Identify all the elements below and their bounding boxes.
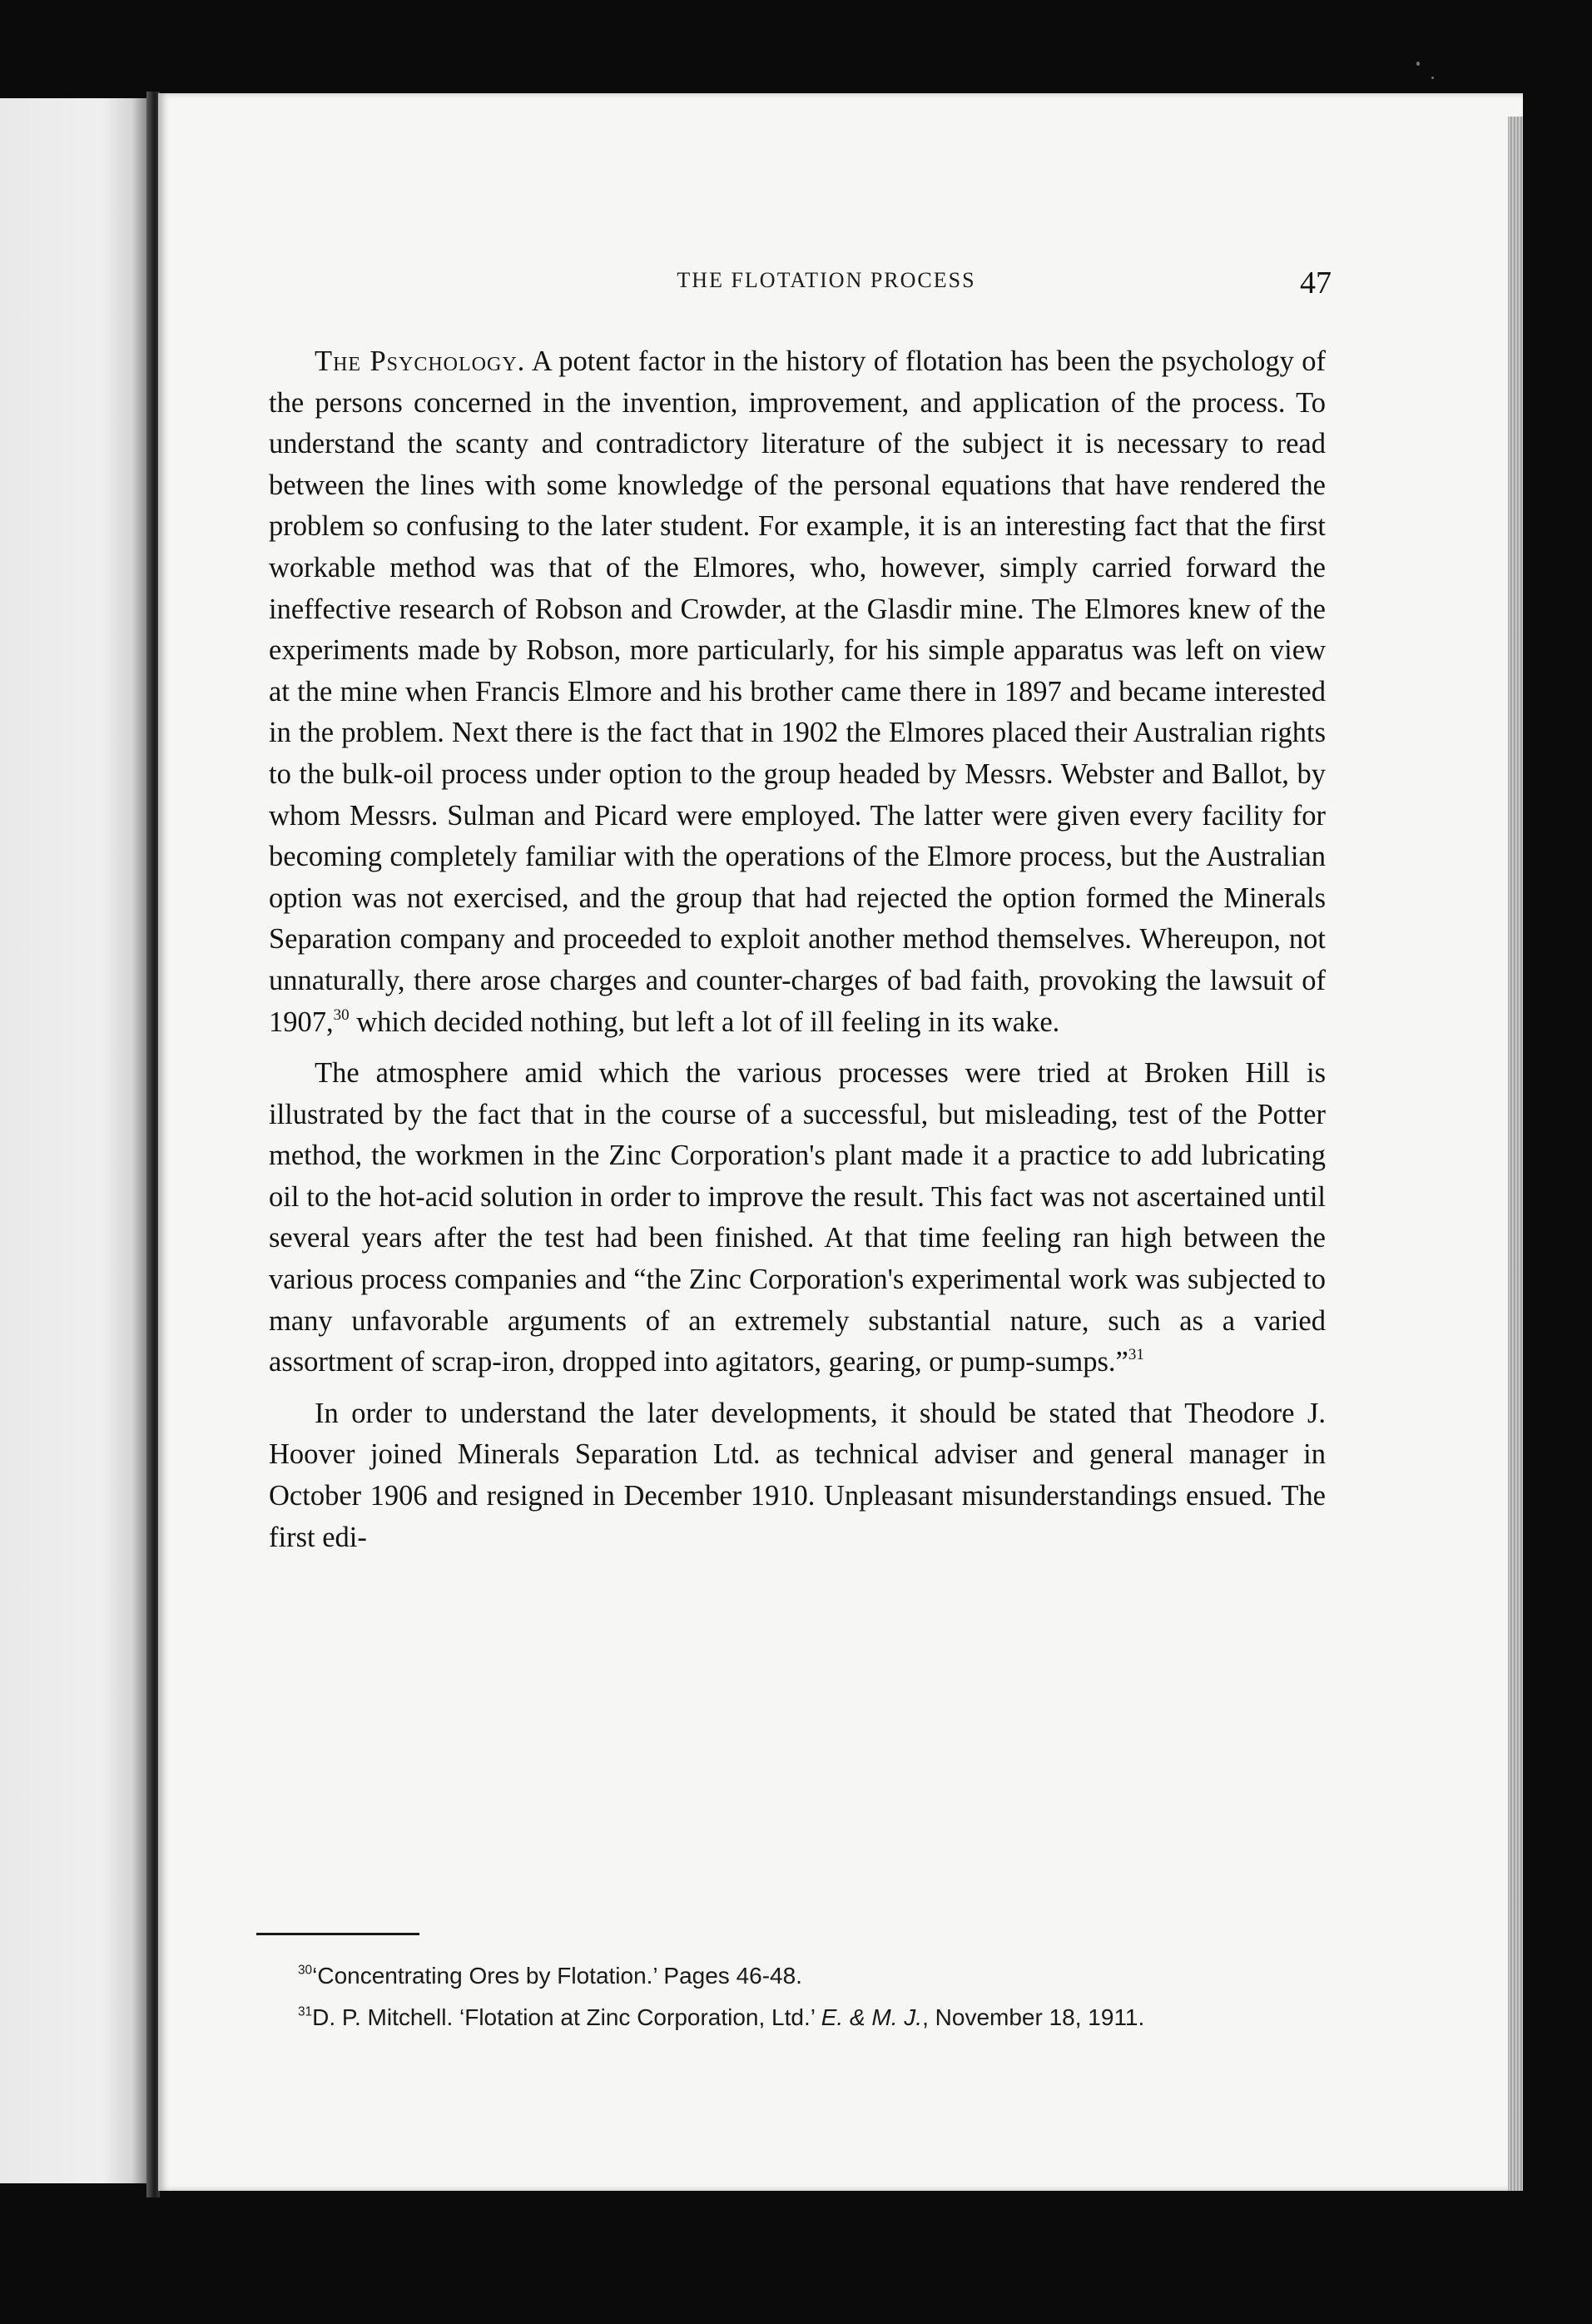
paragraph-broken-hill — [269, 1053, 1326, 1383]
footnote-mark: 30 — [298, 1963, 313, 1978]
body-text — [269, 341, 1326, 1568]
footnote-30 — [256, 1958, 1328, 1994]
page-number: 47 — [1300, 266, 1332, 300]
footnote-ref-31: 31 — [1128, 1346, 1144, 1364]
journal-title: E. & M. J. — [821, 2004, 923, 2030]
section-lead: The Psychology. — [315, 345, 526, 377]
footnote-31 — [256, 1999, 1328, 2036]
paragraph-psychology — [269, 341, 1326, 1043]
facing-page-edge — [0, 98, 146, 2183]
footnote-text: ‘Concentrating Ores by Flotation.’ Pages 46-48. — [312, 1963, 802, 1989]
footnotes — [256, 1958, 1328, 2036]
paragraph-text: In order to understand the later developments, it should be stated that Theodore J. Hoover joined Minerals Separation Ltd. as technical adviser and general manager in October 1906 and resigned in December 1910. Unpleasant misunderstandings ensued. The first edi- — [269, 1397, 1326, 1553]
scan-speck — [1416, 62, 1420, 66]
footnote-rule — [256, 1933, 419, 1935]
scan-speck — [1431, 77, 1434, 79]
footnote-ref-30: 30 — [333, 1006, 350, 1024]
page-stack-edge — [1508, 117, 1523, 2191]
paragraph-hoover — [269, 1393, 1326, 1558]
paragraph-text: The atmosphere amid which the various processes were tried at Broken Hill is illustrated by the fact that in the course of a successful, but misleading, test of the Potter method, the workmen in the Zinc Corporation's plant made it a practice to add lubricating oil to the hot-acid solution in order to improve the result. This fact was not ascertained until several years after the test had been finished. At that time feeling ran high between the various process companies and “the Zinc Corporation's experimental work was subjected to many unfavorable arguments of an extremely substantial nature, such as a varied assortment of scrap-iron, dropped into agitators, gearing, or pump-sumps.” — [269, 1057, 1326, 1378]
running-head: THE FLOTATION PROCESS — [677, 268, 976, 292]
footnote-mark: 31 — [298, 2004, 313, 2019]
paragraph-text-tail: which decided nothing, but left a lot of ill feeling in its wake. — [349, 1006, 1060, 1038]
footnote-text: D. P. Mitchell. ‘Flotation at Zinc Corporation, Ltd.’ — [312, 2004, 821, 2030]
footnote-text-tail: , November 18, 1911. — [922, 2004, 1145, 2030]
paragraph-text: A potent factor in the history of flotation has been the psychology of the persons concerned in the invention, improvement, and application of the process. To understand the scanty and contradictory literature of the subject it is necessary to read between the lines with some knowledge of the personal equations that have rendered the problem so confusing to the later student. For example, it is an interesting fact that the first workable method was that of the Elmores, who, however, simply carried forward the ineffective research of Robson and Crowder, at the Glasdir mine. The Elmores knew of the experiments made by Robson, more particularly, for his simple apparatus was left on view at the mine when Francis Elmore and his brother came there in 1897 and became interested in the problem. Next there is the fact that in 1902 the Elmores placed their Australian rights to the bulk-oil process under option to the group headed by Messrs. Webster and Ballot, by whom Messrs. Sulman and Picard were employed. The latter were given every facility for becoming completely familiar with the operations of the Elmore process, but the Australian option was not exercised, and the group that had rejected the option formed the Minerals Separation company and proceeded to exploit another method themselves. Whereupon, not unnaturally, there arose charges and counter-charges of bad faith, provoking the lawsuit of 1907, — [269, 345, 1326, 1038]
